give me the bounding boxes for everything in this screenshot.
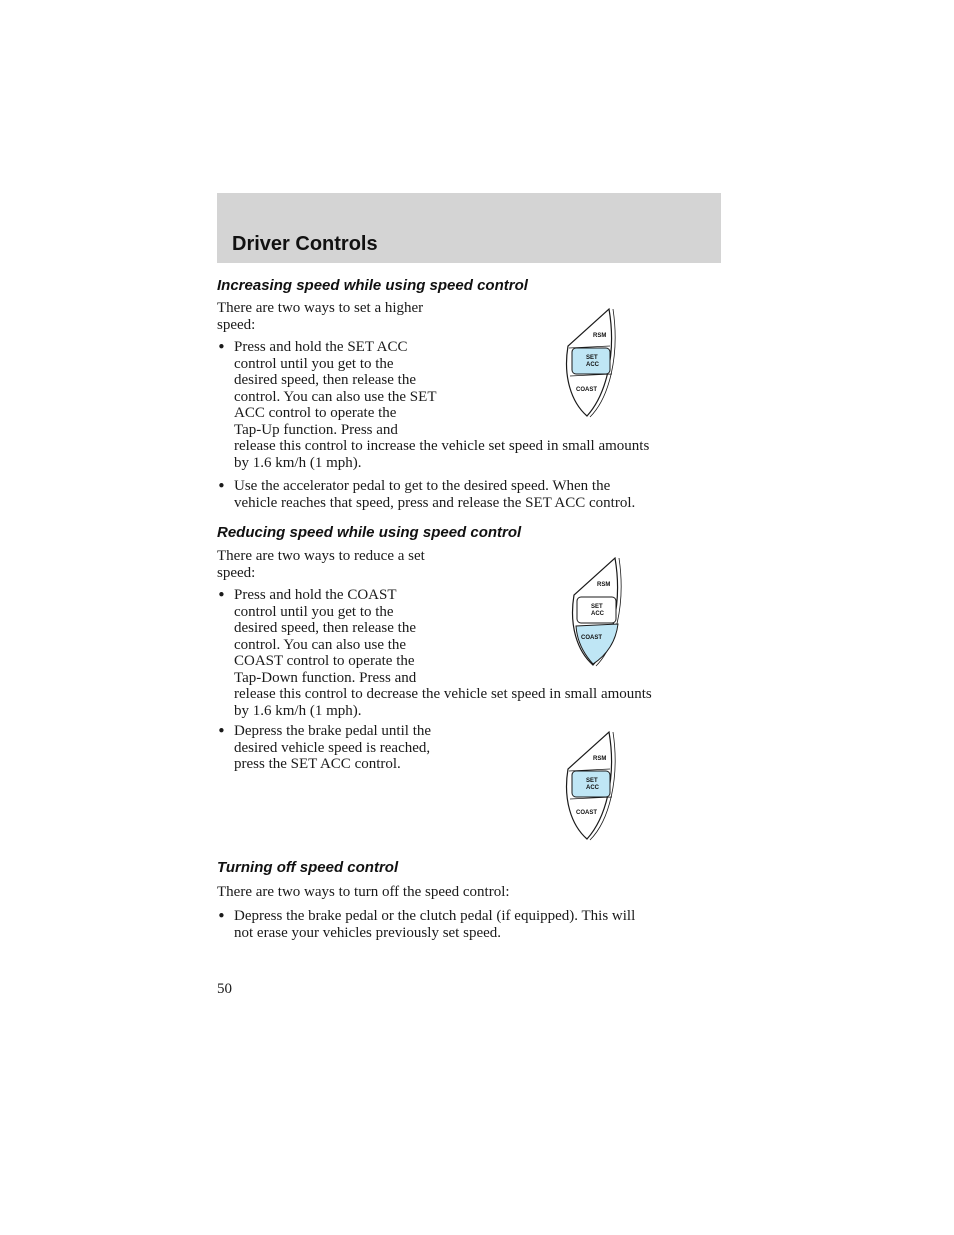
set-acc-button-highlight [572, 348, 610, 374]
set-label: SET [586, 778, 598, 784]
rsm-label: RSM [597, 582, 611, 588]
subheading-increasing-speed: Increasing speed while using speed control [217, 277, 528, 294]
speed-control-switch-illustration [565, 306, 617, 418]
intro-paragraph: There are two ways to turn off the speed control: [217, 884, 510, 900]
page-title: Driver Controls [232, 233, 378, 255]
coast-button-highlight [576, 624, 618, 664]
acc-label: ACC [586, 785, 599, 791]
bullet-marker: • [217, 722, 226, 740]
coast-label: COAST [576, 387, 597, 393]
subheading-reducing-speed: Reducing speed while using speed control [217, 524, 522, 541]
rsm-label: RSM [593, 756, 607, 762]
set-label: SET [591, 604, 603, 610]
bullet-text: Press and hold the COAST control until you get to the desired speed, then release the control. You can also use the COAST control to operate the Tap-Down function. Press and release this control to decrease the vehicle set speed in small amounts by 1.6 km/h (1 mph). [234, 587, 652, 719]
bullet-text: Depress the brake pedal until the desired vehicle speed is reached, press the SET ACC control. [234, 723, 432, 772]
speed-control-switch-illustration [565, 729, 617, 841]
bullet-marker: • [217, 586, 226, 604]
set-acc-button-highlight [572, 771, 610, 797]
rsm-label: RSM [593, 333, 607, 339]
acc-label: ACC [586, 362, 599, 368]
coast-label: COAST [576, 810, 597, 816]
intro-paragraph: There are two ways to reduce a set speed: [217, 548, 425, 581]
bullet-marker: • [217, 907, 226, 925]
speed-control-switch-illustration [569, 555, 623, 667]
bullet-text: Press and hold the SET ACC control until you get to the desired speed, then release the control. You can also use the SET ACC control to operate the Tap-Up function. Press and release this control to increase the vehicle set speed in small amounts by 1.6 km/h (1 mph). [234, 339, 650, 471]
bullet-text: Depress the brake pedal or the clutch pedal (if equipped). This will not erase your vehicles previously set speed. [234, 908, 636, 941]
intro-paragraph: There are two ways to set a higher speed: [217, 300, 424, 333]
page-number: 50 [217, 981, 232, 997]
set-label: SET [586, 355, 598, 361]
bullet-marker: • [217, 477, 226, 495]
coast-label: COAST [581, 635, 602, 641]
bullet-marker: • [217, 338, 226, 356]
subheading-turning-off: Turning off speed control [217, 859, 399, 876]
bullet-text: Use the accelerator pedal to get to the desired speed. When the vehicle reaches that speed, press and release the SET ACC control. [234, 478, 636, 511]
acc-label: ACC [591, 611, 604, 617]
